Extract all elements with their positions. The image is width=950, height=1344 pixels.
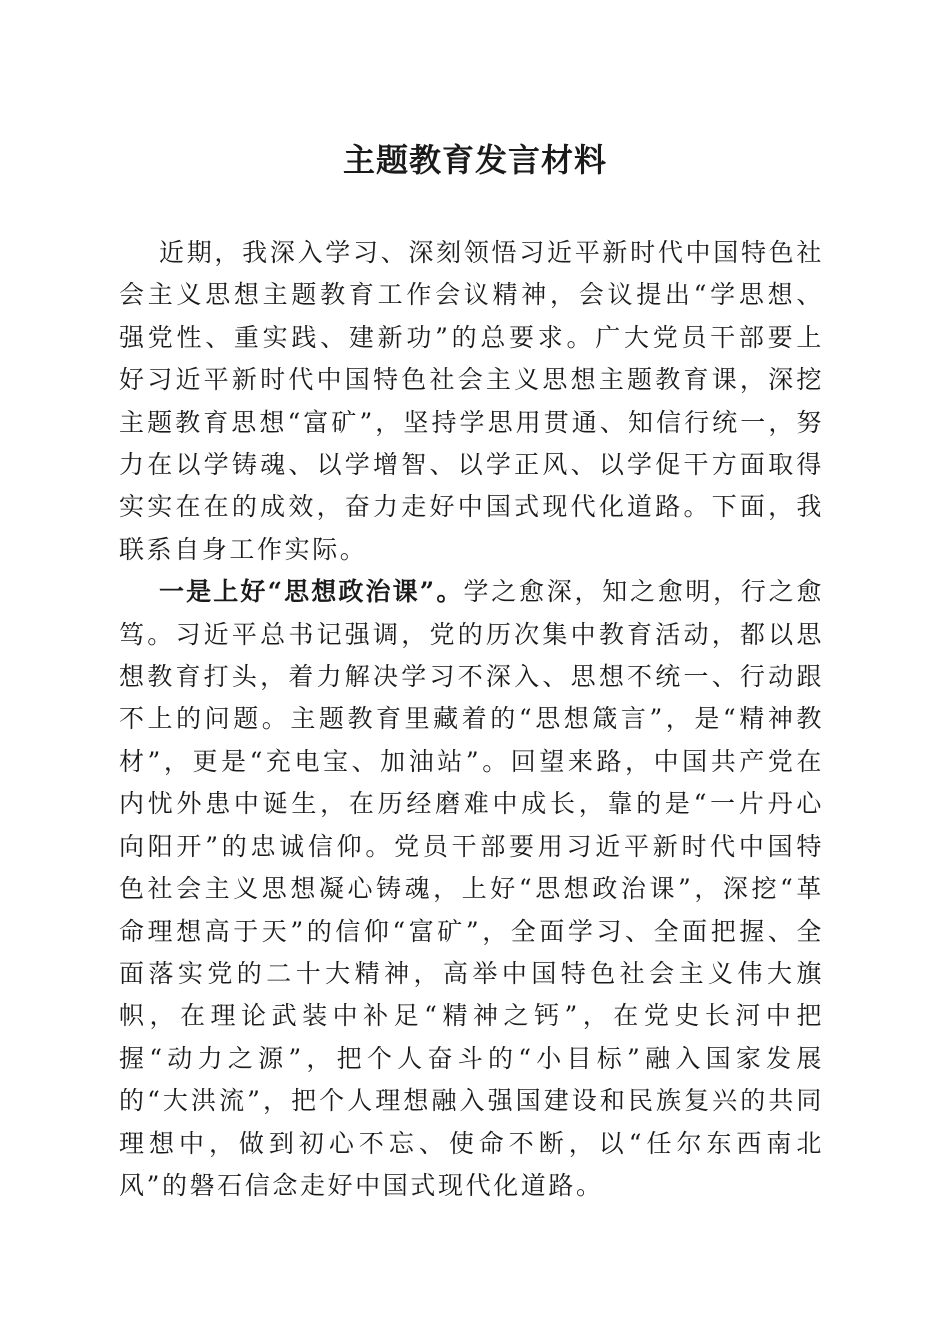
paragraph-intro	[119, 232, 824, 571]
paragraph-point-one-text: 学之愈深，知之愈明，行之愈笃。习近平总书记强调，党的历次集中教育活动，都以思想教育打头，着力解决学习不深入、思想不统一、行动跟不上的问题。主题教育里藏着的“思想箴言”，是“精神教材”，更是“充电宝、加油站”。回望来路，中国共产党在内忧外患中诞生，在历经磨难中成长，靠的是“一片丹心向阳开”的忠诚信仰。党员干部要用习近平新时代中国特色社会主义思想凝心铸魂，上好“思想政治课”，深挖“革命理想高于天”的信仰“富矿”，全面学习、全面把握、全面落实党的二十大精神，高举中国特色社会主义伟大旗帜，在理论武装中补足“精神之钙”，在党史长河中把握“动力之源”，把个人奋斗的“小目标”融入国家发展的“大洪流”，把个人理想融入强国建设和民族复兴的共同理想中，做到初心不忘、使命不断，以“任尔东西南北风”的磐石信念走好中国式现代化道路。	[119, 577, 824, 1200]
document-title: 主题教育发言材料	[342, 141, 607, 179]
paragraph-point-one-lead: 一是上好“思想政治课”。	[159, 577, 464, 607]
paragraph-intro-text: 近期，我深入学习、深刻领悟习近平新时代中国特色社会主义思想主题教育工作会议精神，会议提出“学思想、强党性、重实践、建新功”的总要求。广大党员干部要上好习近平新时代中国特色社会主义思想主题教育课，深挖主题教育思想“富矿”，坚持学思用贯通、知信行统一，努力在以学铸魂、以学增智、以学正风、以学促干方面取得实实在在的成效，奋力走好中国式现代化道路。下面，我联系自身工作实际。	[119, 238, 824, 564]
paragraph-point-one	[119, 571, 824, 1207]
document-body	[119, 232, 824, 1207]
